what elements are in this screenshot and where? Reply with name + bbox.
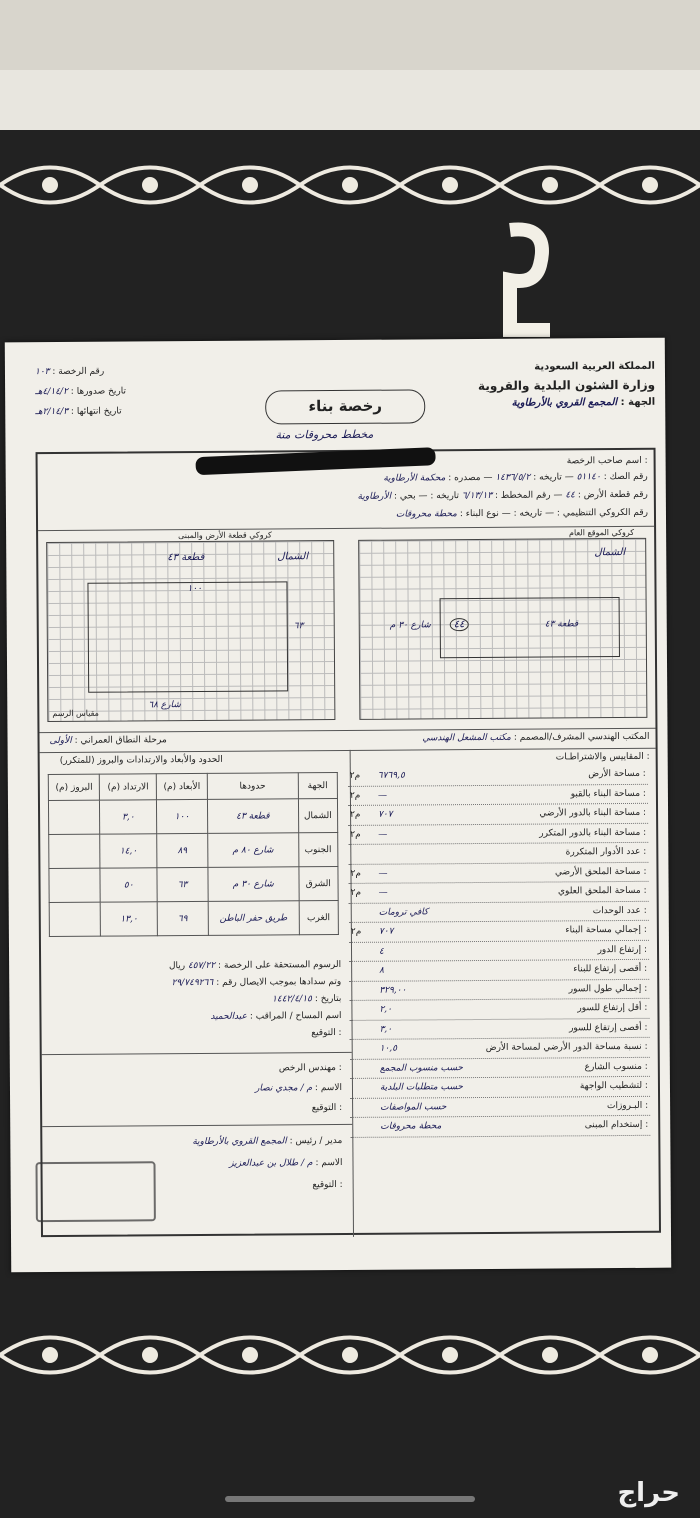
list-item xyxy=(348,843,648,865)
table-row xyxy=(49,867,338,903)
header-side: الجهة xyxy=(298,773,338,799)
measurement-label: مساحة الملحق الأرضي : xyxy=(554,866,647,877)
haraj-logo: حراج xyxy=(617,1478,680,1508)
divider xyxy=(42,1124,352,1127)
receipt-date-label: بتاريخ : xyxy=(314,993,342,1005)
measurement-value: — xyxy=(378,829,388,840)
scale-label: مقياس الرسم xyxy=(52,708,99,718)
site-north-label: الشمال xyxy=(594,546,626,559)
document-title: رخصة بناء xyxy=(265,389,425,424)
list-item xyxy=(348,823,648,845)
measurement-value: ٤ xyxy=(378,946,384,957)
measurement-label: البـروزات : xyxy=(606,1100,649,1111)
ministry-name: وزارة الشئون البلدية والقروية xyxy=(477,377,656,394)
measurements-caption: المقاييس والاشتراطـات : xyxy=(555,751,650,763)
measurement-label: منسوب الشارع : xyxy=(584,1061,648,1072)
kroki-date-label: تاريخه : xyxy=(513,508,543,519)
measurement-value: ٣,٠ xyxy=(379,1024,393,1035)
license-number-line xyxy=(35,361,195,382)
header-projection: البروز (م) xyxy=(48,774,100,800)
official-stamp xyxy=(35,1161,155,1222)
deed-line: رقم الصك : ٥١١٤٠ — تاريخه : ١٤٣٦/٥/٢ — مصدره : محكمة الأرطاوية xyxy=(383,471,648,484)
license-frame xyxy=(36,448,661,1237)
measurement-value: ٦٧٦٩,٥ xyxy=(377,770,405,781)
kroki-label: رقم الكروكي التنظيمي : xyxy=(556,507,649,519)
measurement-label: إرتفاع الدور : xyxy=(597,944,648,955)
decorative-glyph xyxy=(480,220,560,340)
receipt-label: وتم سدادها بموجب الايصال رقم : xyxy=(216,976,342,988)
cell-side: الشمال xyxy=(298,799,338,833)
district-value: الأرطاوية xyxy=(357,491,392,502)
measurement-label: مساحة الملحق العلوي : xyxy=(557,885,647,897)
plot-sketch-title: كروكي قطعة الأرض والمبنى xyxy=(178,530,272,541)
director-section-line xyxy=(52,1130,342,1154)
receipt-date-line xyxy=(51,991,341,1010)
table-row xyxy=(49,901,338,937)
license-engineer-name-value: م / مجدي نصار xyxy=(255,1083,313,1094)
measurement-value: ١٠,٥ xyxy=(379,1043,398,1054)
site-neighbor-plot: قطعة ٤٣ xyxy=(544,619,579,630)
header-setback: الارتداد (م) xyxy=(100,774,157,800)
home-indicator xyxy=(225,1496,475,1502)
cell-setback: ١٣,٠ xyxy=(101,902,158,936)
deed-date-value: ١٤٣٦/٥/٢ xyxy=(495,472,531,483)
receipt-value: ٢٩/٧٤٩٢٦٦ xyxy=(171,977,214,989)
branch-value: المجمع القروي بالأرطاوية xyxy=(511,397,618,409)
list-item xyxy=(349,940,649,962)
table-row xyxy=(49,833,338,869)
building-type-value: محطة محروقات xyxy=(395,509,458,520)
measurement-value: حسب متطلبات البلدية xyxy=(379,1082,463,1093)
table-row xyxy=(48,799,337,835)
cell-projection xyxy=(49,868,101,902)
deed-value: ٥١١٤٠ xyxy=(576,472,601,483)
license-engineer-signature-label: التوقيع : xyxy=(311,1102,343,1114)
bounds-caption: الحدود والأبعاد والارتدادات والبروز (للمتكرر) xyxy=(59,754,223,766)
plan-date-label: تاريخه : xyxy=(430,491,460,502)
cell-dimension: ٦٩ xyxy=(157,901,208,935)
plot-north-neighbor: قطعة ٤٣ xyxy=(167,551,205,564)
plan-value: ٦/١٣/١٣ xyxy=(461,490,493,502)
measurement-label: إستخدام المبنى : xyxy=(584,1119,649,1131)
plan-label: رقم المخطط : xyxy=(494,490,551,501)
site-plot-number: ٤٤ xyxy=(450,618,469,631)
plot-north-label: الشمال xyxy=(277,551,309,563)
measurement-label: مساحة البناء بالدور الأرضي : xyxy=(539,807,647,819)
plot-value: ٤٤ xyxy=(565,490,576,501)
measurement-label: مساحة البناء بالقبو : xyxy=(570,788,646,799)
measurement-label: نسبة مساحة الدور الأرضي لمساحة الأرض : xyxy=(485,1041,648,1053)
director-signature-label: التوقيع : xyxy=(312,1179,343,1191)
measurement-value: — xyxy=(378,887,388,898)
license-number-label: رقم الرخصة : xyxy=(52,366,105,377)
cell-setback: ٥٠ xyxy=(100,868,157,902)
measurement-value: ٧٠٧ xyxy=(378,926,394,937)
engineer-office-value: مكتب المشعل الهندسي xyxy=(422,732,511,744)
surveyor-value: عبدالحميد xyxy=(210,1011,248,1022)
unit: م٢ xyxy=(349,790,361,801)
list-item xyxy=(350,1057,650,1079)
license-number-value: ١٠٣ xyxy=(34,367,50,378)
decorative-pattern-top xyxy=(0,150,700,220)
source-value: محكمة الأرطاوية xyxy=(383,473,446,484)
measurement-label: مساحة الأرض : xyxy=(588,768,646,780)
country-name: المملكة العربية السعودية xyxy=(534,360,655,373)
cell-border: طريق حفر الباطن xyxy=(208,901,299,936)
measurement-value: — xyxy=(378,868,388,879)
engineer-office-line xyxy=(422,732,649,744)
license-info xyxy=(35,361,195,422)
unit: م٢ xyxy=(349,770,361,781)
site-street-label: شارع ٣٠ م xyxy=(389,620,431,631)
list-item xyxy=(348,862,648,884)
engineer-office-label: المكتب الهندسي المشرف/المصمم : xyxy=(513,731,650,743)
director-section: مدير / رئيس : xyxy=(289,1135,343,1147)
document-header xyxy=(35,358,656,452)
fees-block xyxy=(51,957,342,1044)
deed-label: رقم الصك : xyxy=(603,471,648,483)
measurement-value: حسب منسوب المجمع xyxy=(379,1062,463,1074)
branch-line xyxy=(435,394,655,414)
list-item xyxy=(349,921,649,943)
branch-label: الجهة : xyxy=(620,396,656,409)
measurement-label: إجمالي مساحة البناء : xyxy=(565,924,647,936)
kroki-line: رقم الكروكي التنظيمي : — تاريخه : — نوع البناء : محطة محروقات xyxy=(395,507,649,520)
plot-outline xyxy=(87,581,288,692)
header-border: حدودها xyxy=(207,773,298,800)
bounds-table xyxy=(48,772,339,937)
cell-side: الجنوب xyxy=(298,833,338,867)
measurement-label: إجمالي طول السور : xyxy=(568,983,648,994)
background-top xyxy=(0,0,700,130)
plot-label: رقم قطعة الأرض : xyxy=(577,489,648,501)
fees-signature-label: التوقيع : xyxy=(311,1027,342,1039)
divider xyxy=(42,1052,352,1055)
unit: م٢ xyxy=(350,868,361,879)
license-engineer-name-label: الاسم : xyxy=(314,1082,343,1094)
director-name-label: الاسم : xyxy=(315,1157,343,1169)
measurement-label: أقصى إرتفاع للبناء : xyxy=(573,963,648,975)
fees-signature-line xyxy=(52,1025,342,1044)
measurement-label: أقصى إرتفاع للسور : xyxy=(569,1022,648,1033)
bounds-header-row xyxy=(48,773,337,801)
plot-depth-value: ٦٣ xyxy=(293,621,304,632)
measurement-value: ٨ xyxy=(379,965,385,976)
owner-name-label: اسم صاحب الرخصة : xyxy=(566,455,648,467)
stage-value: الأولى xyxy=(49,735,72,747)
list-item xyxy=(350,1116,650,1138)
cell-border: شارع ٨٠ م xyxy=(208,833,299,868)
document-subtitle: مخطط محروقات منة xyxy=(275,427,374,442)
measurement-value: حسب المواصفات xyxy=(380,1101,447,1113)
list-item xyxy=(350,1038,650,1060)
measurement-value: ٧٠٧ xyxy=(378,809,393,820)
header-dimension: الأبعاد (م) xyxy=(156,773,207,799)
cell-dimension: ٦٣ xyxy=(157,867,208,901)
measurements-list xyxy=(348,765,651,1138)
deed-date-label: تاريخه : xyxy=(533,472,562,483)
issue-date-line xyxy=(35,381,195,402)
expiry-date-label: تاريخ انتهائها : xyxy=(70,406,122,417)
license-engineer-section: مهندس الرخص : xyxy=(278,1062,342,1074)
plot-sketch xyxy=(46,540,335,722)
list-item xyxy=(349,901,649,923)
list-item xyxy=(350,1077,650,1099)
fees-label: الرسوم المستحقة على الرخصة : xyxy=(218,959,342,971)
measurement-label: أقل إرتفاع للسور : xyxy=(577,1002,648,1014)
site-sketch-title: كروكي الموقع العام xyxy=(569,527,635,538)
receipt-date-value: ١٤٤٢/٤/١٥ xyxy=(272,994,312,1005)
source-label: مصدره : xyxy=(448,472,481,484)
plot-line: رقم قطعة الأرض : ٤٤ — رقم المخطط : ٦/١٣/١٣ تاريخه : — بحي : الأرطاوية xyxy=(357,489,648,502)
measurement-value: محطة محروقات xyxy=(380,1121,442,1132)
fees-line xyxy=(51,957,341,976)
building-license-document xyxy=(5,338,671,1273)
issuer-block xyxy=(435,358,655,414)
cell-projection xyxy=(49,902,101,936)
measurement-label: مساحة البناء بالدور المتكرر : xyxy=(539,827,647,839)
cell-dimension: ٨٩ xyxy=(157,833,208,867)
fees-value: ٤٥٧/٢٢ xyxy=(187,960,216,972)
list-item xyxy=(348,765,648,787)
cell-projection xyxy=(49,834,101,868)
list-item xyxy=(349,960,649,982)
plot-width-value: ١٠٠ xyxy=(187,583,203,595)
divider xyxy=(38,526,654,531)
unit: م٢ xyxy=(350,926,362,937)
unit: م٢ xyxy=(350,887,362,898)
measurement-value: ٢,٠ xyxy=(379,1004,392,1015)
measurement-label: عدد الوحدات : xyxy=(592,905,647,916)
decorative-pattern-bottom xyxy=(0,1320,700,1390)
director-name-value: م / طلال بن عبدالعزيز xyxy=(229,1158,313,1169)
list-item xyxy=(349,882,649,904)
cell-side: الشرق xyxy=(298,867,338,901)
receipt-line xyxy=(51,974,341,993)
list-item xyxy=(350,1018,650,1040)
issue-date-label: تاريخ صدورها : xyxy=(70,386,127,397)
unit: م٢ xyxy=(350,809,361,820)
measurement-label: لتشطيب الواجهة : xyxy=(579,1080,649,1092)
cell-border: قطعة ٤٣ xyxy=(207,799,298,834)
list-item xyxy=(349,979,649,1001)
cell-setback: ٣,٠ xyxy=(100,800,157,834)
list-item xyxy=(349,999,649,1021)
cell-setback: ١٤,٠ xyxy=(100,834,157,868)
cell-side: الغرب xyxy=(299,901,339,935)
background-band xyxy=(0,70,700,130)
list-item xyxy=(350,1096,650,1118)
issue-date-value: ٤/١٤/٢هـ xyxy=(35,386,68,398)
director-section-value: المجمع القروي بالأرطاوية xyxy=(192,1136,287,1148)
stage-line xyxy=(50,735,167,746)
surveyor-label: اسم المساح / المراقب : xyxy=(249,1010,342,1022)
cell-projection xyxy=(48,800,100,834)
measurement-value: ٣٢٩,٠٠ xyxy=(379,985,407,996)
fees-currency: ريال xyxy=(168,961,186,972)
list-item xyxy=(348,784,648,806)
license-engineer-name-line xyxy=(52,1078,342,1100)
site-sketch xyxy=(358,538,647,720)
list-item xyxy=(348,804,648,826)
measurement-value: كافي ترومات xyxy=(378,906,429,918)
measurement-value: — xyxy=(377,790,387,801)
measurement-label: عدد الأدوار المتكررة : xyxy=(565,846,647,858)
unit: م٢ xyxy=(350,829,361,840)
expiry-date-line xyxy=(35,401,195,422)
district-label: بحي : xyxy=(393,491,416,502)
surveyor-line xyxy=(51,1008,341,1027)
license-engineer-block xyxy=(52,1058,342,1120)
expiry-date-value: ٢/١٤/٣هـ xyxy=(35,406,69,418)
stage-label: مرحلة النطاق العمراني : xyxy=(74,735,167,746)
plot-south-street: شارع ٦٨ xyxy=(148,700,181,711)
cell-border: شارع ٣٠ م xyxy=(208,867,299,902)
cell-dimension: ١٠٠ xyxy=(156,799,207,833)
building-type-label: نوع البناء : xyxy=(459,508,499,520)
